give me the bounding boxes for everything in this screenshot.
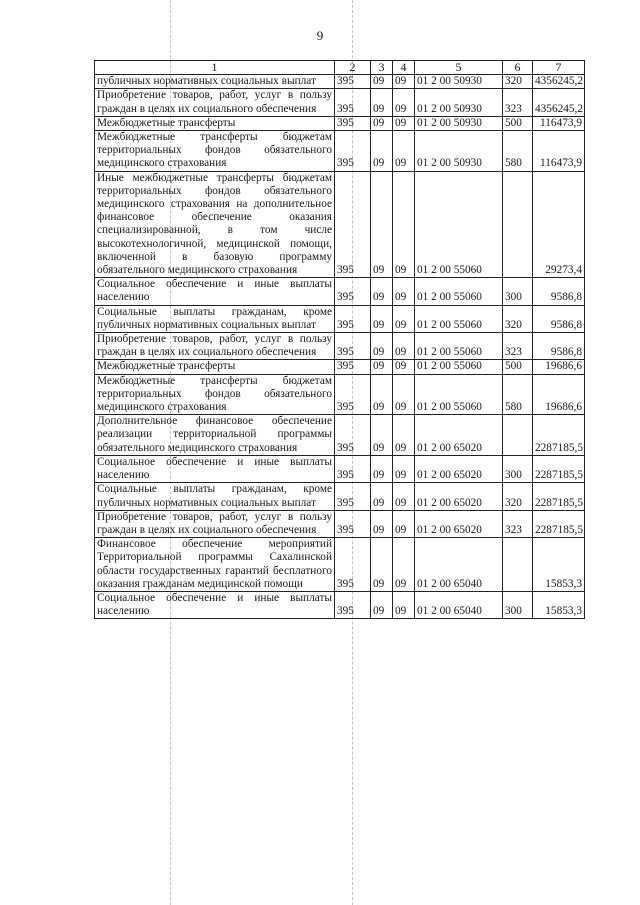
table-row xyxy=(95,455,585,482)
section-code-cell: 09 xyxy=(371,171,393,278)
expense-name-cell: Социальные выплаты гражданам, кроме публичных нормативных социальных выплат xyxy=(95,305,335,332)
subsection-code-cell: 09 xyxy=(393,510,415,537)
section-code-cell: 09 xyxy=(371,89,393,116)
target-article-cell: 01 2 00 65040 xyxy=(415,538,503,592)
expense-name-cell: Приобретение товаров, работ, услуг в пользу граждан в целях их социального обеспечения xyxy=(95,333,335,360)
table-row xyxy=(95,116,585,130)
table-row xyxy=(95,171,585,278)
expense-type-cell: 580 xyxy=(503,131,533,172)
department-code-cell: 395 xyxy=(335,116,371,130)
table-row xyxy=(95,483,585,510)
subsection-code-cell: 09 xyxy=(393,333,415,360)
expense-type-cell: 500 xyxy=(503,360,533,374)
table-row xyxy=(95,75,585,89)
table-row xyxy=(95,510,585,537)
section-code-cell: 09 xyxy=(371,374,393,415)
department-code-cell: 395 xyxy=(335,374,371,415)
section-code-cell: 09 xyxy=(371,116,393,130)
expense-name-cell: публичных нормативных социальных выплат xyxy=(95,75,335,89)
subsection-code-cell: 09 xyxy=(393,455,415,482)
amount-cell: 19686,6 xyxy=(533,374,585,415)
section-code-cell: 09 xyxy=(371,483,393,510)
expense-name-cell: Межбюджетные трансферты бюджетам территориальных фондов обязательного медицинского страхования xyxy=(95,374,335,415)
target-article-cell: 01 2 00 65020 xyxy=(415,415,503,456)
section-code-cell: 09 xyxy=(371,305,393,332)
expense-name-cell: Социальное обеспечение и иные выплаты населению xyxy=(95,591,335,618)
expense-type-cell: 323 xyxy=(503,510,533,537)
amount-cell: 9586,8 xyxy=(533,305,585,332)
target-article-cell: 01 2 00 55060 xyxy=(415,305,503,332)
section-code-cell: 09 xyxy=(371,75,393,89)
expense-name-cell: Социальное обеспечение и иные выплаты населению xyxy=(95,455,335,482)
amount-cell: 4356245,2 xyxy=(533,75,585,89)
department-code-cell: 395 xyxy=(335,510,371,537)
table-row xyxy=(95,131,585,172)
amount-cell: 2287185,5 xyxy=(533,483,585,510)
subsection-code-cell: 09 xyxy=(393,591,415,618)
subsection-code-cell: 09 xyxy=(393,89,415,116)
table-row xyxy=(95,333,585,360)
column-header: 3 xyxy=(371,61,393,75)
column-header: 6 xyxy=(503,61,533,75)
section-code-cell: 09 xyxy=(371,131,393,172)
expense-name-cell: Социальное обеспечение и иные выплаты населению xyxy=(95,278,335,305)
subsection-code-cell: 09 xyxy=(393,360,415,374)
expense-name-cell: Приобретение товаров, работ, услуг в пользу граждан в целях их социального обеспечения xyxy=(95,89,335,116)
amount-cell: 9586,8 xyxy=(533,278,585,305)
section-code-cell: 09 xyxy=(371,538,393,592)
amount-cell: 2287185,5 xyxy=(533,415,585,456)
target-article-cell: 01 2 00 55060 xyxy=(415,360,503,374)
department-code-cell: 395 xyxy=(335,591,371,618)
expense-name-cell: Межбюджетные трансферты бюджетам территориальных фондов обязательного медицинского страхования xyxy=(95,131,335,172)
target-article-cell: 01 2 00 55060 xyxy=(415,374,503,415)
target-article-cell: 01 2 00 50930 xyxy=(415,75,503,89)
section-code-cell: 09 xyxy=(371,510,393,537)
section-code-cell: 09 xyxy=(371,333,393,360)
department-code-cell: 395 xyxy=(335,455,371,482)
table-row xyxy=(95,415,585,456)
department-code-cell: 395 xyxy=(335,171,371,278)
department-code-cell: 395 xyxy=(335,360,371,374)
section-code-cell: 09 xyxy=(371,360,393,374)
department-code-cell: 395 xyxy=(335,483,371,510)
target-article-cell: 01 2 00 65040 xyxy=(415,591,503,618)
expense-type-cell: 300 xyxy=(503,591,533,618)
department-code-cell: 395 xyxy=(335,75,371,89)
expense-type-cell xyxy=(503,171,533,278)
target-article-cell: 01 2 00 65020 xyxy=(415,455,503,482)
table-row xyxy=(95,89,585,116)
expense-name-cell: Межбюджетные трансферты xyxy=(95,360,335,374)
amount-cell: 116473,9 xyxy=(533,131,585,172)
table-row xyxy=(95,374,585,415)
department-code-cell: 395 xyxy=(335,131,371,172)
department-code-cell: 395 xyxy=(335,89,371,116)
column-header: 7 xyxy=(533,61,585,75)
subsection-code-cell: 09 xyxy=(393,75,415,89)
page-number: 9 xyxy=(316,28,324,43)
expense-type-cell: 300 xyxy=(503,278,533,305)
section-code-cell: 09 xyxy=(371,278,393,305)
amount-cell: 29273,4 xyxy=(533,171,585,278)
expense-name-cell: Социальные выплаты гражданам, кроме публичных нормативных социальных выплат xyxy=(95,483,335,510)
amount-cell: 2287185,5 xyxy=(533,455,585,482)
expense-type-cell xyxy=(503,538,533,592)
department-code-cell: 395 xyxy=(335,278,371,305)
subsection-code-cell: 09 xyxy=(393,483,415,510)
department-code-cell: 395 xyxy=(335,305,371,332)
table-row xyxy=(95,360,585,374)
target-article-cell: 01 2 00 55060 xyxy=(415,278,503,305)
department-code-cell: 395 xyxy=(335,415,371,456)
table-row xyxy=(95,538,585,592)
section-code-cell: 09 xyxy=(371,415,393,456)
expense-name-cell: Межбюджетные трансферты xyxy=(95,116,335,130)
target-article-cell: 01 2 00 65020 xyxy=(415,483,503,510)
subsection-code-cell: 09 xyxy=(393,305,415,332)
expense-type-cell: 320 xyxy=(503,305,533,332)
target-article-cell: 01 2 00 50930 xyxy=(415,89,503,116)
amount-cell: 15853,3 xyxy=(533,538,585,592)
subsection-code-cell: 09 xyxy=(393,171,415,278)
expense-type-cell: 323 xyxy=(503,333,533,360)
subsection-code-cell: 09 xyxy=(393,278,415,305)
expense-type-cell: 320 xyxy=(503,483,533,510)
amount-cell: 19686,6 xyxy=(533,360,585,374)
expense-name-cell: Иные межбюджетные трансферты бюджетам территориальных фондов обязательного медицинского страхования на дополнительное финансовое обеспечение оказания специализированной, в том числе высокотехнологичной, медицинской помощи, включенной в базовую программу обязательного медицинского страхования xyxy=(95,171,335,278)
column-header: 2 xyxy=(335,61,371,75)
expense-type-cell: 320 xyxy=(503,75,533,89)
amount-cell: 15853,3 xyxy=(533,591,585,618)
expense-name-cell: Дополнительное финансовое обеспечение реализации территориальной программы обязательного медицинского страхования xyxy=(95,415,335,456)
column-header: 4 xyxy=(393,61,415,75)
section-code-cell: 09 xyxy=(371,455,393,482)
subsection-code-cell: 09 xyxy=(393,538,415,592)
department-code-cell: 395 xyxy=(335,333,371,360)
expense-type-cell: 300 xyxy=(503,455,533,482)
target-article-cell: 01 2 00 50930 xyxy=(415,131,503,172)
expense-name-cell: Приобретение товаров, работ, услуг в пользу граждан в целях их социального обеспечения xyxy=(95,510,335,537)
table-row xyxy=(95,278,585,305)
expense-type-cell: 580 xyxy=(503,374,533,415)
table-header-row xyxy=(95,61,585,75)
target-article-cell: 01 2 00 65020 xyxy=(415,510,503,537)
table-row xyxy=(95,305,585,332)
table-body xyxy=(95,75,585,619)
amount-cell: 4356245,2 xyxy=(533,89,585,116)
column-header: 5 xyxy=(415,61,503,75)
column-header: 1 xyxy=(95,61,335,75)
department-code-cell: 395 xyxy=(335,538,371,592)
budget-table xyxy=(94,60,585,619)
subsection-code-cell: 09 xyxy=(393,116,415,130)
target-article-cell: 01 2 00 50930 xyxy=(415,116,503,130)
expense-type-cell: 500 xyxy=(503,116,533,130)
subsection-code-cell: 09 xyxy=(393,374,415,415)
amount-cell: 116473,9 xyxy=(533,116,585,130)
section-code-cell: 09 xyxy=(371,591,393,618)
table-row xyxy=(95,591,585,618)
expense-name-cell: Финансовое обеспечение мероприятий Территориальной программы Сахалинской области государственных гарантий бесплатного оказания гражданам медицинской помощи xyxy=(95,538,335,592)
subsection-code-cell: 09 xyxy=(393,415,415,456)
amount-cell: 9586,8 xyxy=(533,333,585,360)
target-article-cell: 01 2 00 55060 xyxy=(415,171,503,278)
subsection-code-cell: 09 xyxy=(393,131,415,172)
target-article-cell: 01 2 00 55060 xyxy=(415,333,503,360)
expense-type-cell xyxy=(503,415,533,456)
amount-cell: 2287185,5 xyxy=(533,510,585,537)
expense-type-cell: 323 xyxy=(503,89,533,116)
